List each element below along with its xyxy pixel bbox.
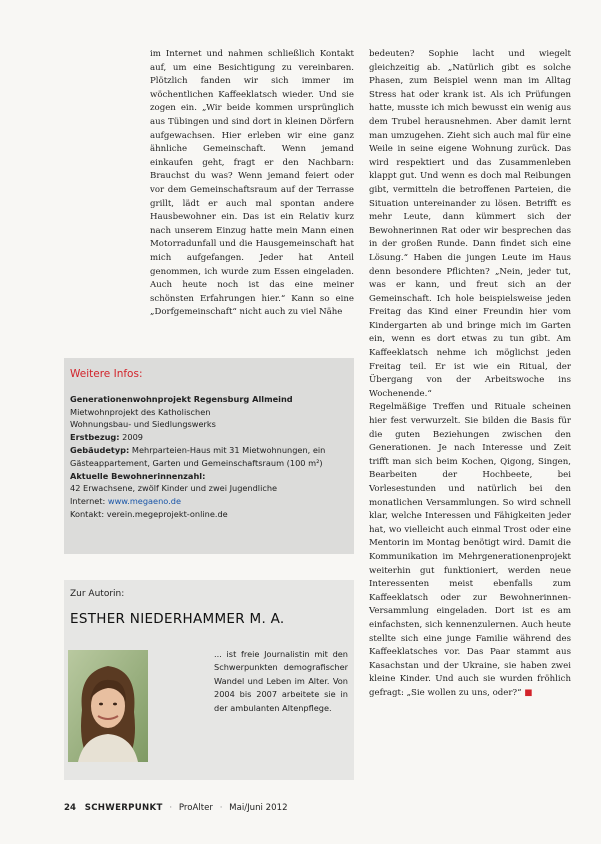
page-number: 24 xyxy=(64,803,76,813)
author-bio: ... ist freie Journalistin mit den Schwerpunkten demografischer Wandel und Leben im Alter. Von 2004 bis 2007 arbeitete sie in der ambulanten Altenpflege. xyxy=(214,649,348,713)
issue-date: Mai/Juni 2012 xyxy=(229,803,288,813)
author-portrait xyxy=(68,650,148,762)
article-paragraph: bedeuten? Sophie lacht und wiegelt gleichzeitig ab. „Natürlich gibt es solche Phasen, zum Beispiel wenn man im Alltag Stress hat oder krank ist. Als ich Prüfungen hatte, musste ich mich bewusst ein wenig aus dem Trubel herausnehmen. Aber damit lernt man umzugehen. Zieht sich auch mal für eine Weile in seine eigene Wohnung zurück. Das wird respektiert und das Zusammenleben klappt gut. Und wenn es doch mal Reibungen gibt, vermitteln die betroffenen Parteien, die Situation untereinander zu lösen. Betrifft es mehr Leute, dann kümmert sich der Bewohnerinnen Rat oder wir besprechen das in der großen Runde. Dann findet sich eine Lösung.“ Haben die jungen Leute im Haus denn besondere Pflichten? „Nein, jeder tut, was er kann, und freut sich an der Gemeinschaft. Ich hole beispielsweise jeden Freitag das Kind einer Freundin hier vom Kindergarten ab und bringe mich im Garten ein, wenn es dort etwas zu tun gibt. Am Kaffeeklatsch nehme ich möglichst jeden Freitag teil. Er ist wie ein Ritual, der Übergang von der Arbeitswoche ins Wochenende.“ xyxy=(369,49,571,399)
end-mark-icon: ■ xyxy=(524,687,533,698)
info-line: Mietwohnprojekt des Katholischen xyxy=(70,406,211,417)
info-residents: Aktuelle Bewohnerinnenzahl: xyxy=(70,470,206,481)
author-box xyxy=(64,580,354,780)
magazine-name: ProAlter xyxy=(178,803,213,813)
info-line: Wohnungsbau- und Siedlungswerks xyxy=(70,419,216,430)
page-footer xyxy=(64,803,364,813)
author-name: ESTHER NIEDERHAMMER M. A. xyxy=(70,611,285,627)
info-residents-value: 42 Erwachsene, zwölf Kinder und zwei Jugendliche xyxy=(70,483,278,494)
footer-separator: · xyxy=(169,803,173,813)
article-paragraph: im Internet und nahmen schließlich Kontakt auf, um eine Besichtigung zu vereinbaren. Plötzlich fanden wir sich immer im wöchentlichen Kaffeeklatsch wieder. Und sie zogen ein. „Wir beide kommen ursprünglich aus Tübingen und sind dort in kleinen Dörfern aufgewachsen. Hier erleben wir eine ganz ähnliche Gemeinschaft. Wenn jemand einkaufen geht, fragt er den Nachbarn: Brauchst du was? Wenn jemand feiert oder vor dem Gemeinschaftsraum auf der Terrasse grillt, lädt er auch mal spontan andere Hausbewohner ein. Das ist ein Relativ kurz nach unserem Einzug hatte mein Mann einen Motorradunfall und die Hausgemeinschaft hat mich aufgefangen. Jeder hat Anteil genommen, ich wurde zum Essen eingeladen. Auch heute noch ist das eine meiner schönsten Erfahrungen hier.“ Kann so eine „Dorfgemeinschaft“ nicht auch zu viel Nähe xyxy=(150,49,354,318)
footer-separator: · xyxy=(219,803,223,813)
author-label: Zur Autorin: xyxy=(70,589,125,599)
info-contact: Kontakt: verein.megeprojekt-online.de xyxy=(70,508,228,519)
info-project-name: Generationenwohnprojekt Regensburg Allmeind xyxy=(70,393,293,404)
article-paragraph-text: Regelmäßige Treffen und Rituale scheinen hier fest verwurzelt. Sie bilden die Basis für die guten Beziehungen zwischen den Generationen. Je nach Interesse und Zeit trifft man sich beim Kochen, Qigong, Singen, Bearbeiten der Hochbeete, bei Vorlesestunden und natürlich bei den monatlichen Versammlungen. So wird schnell klar, welche Interessen und Fähigkeiten jeder hat, wo vielleicht auch einmal Trost oder eine Mentorin im Montag benötigt wird. Damit die Kommunikation im Mehrgenerationenprojekt weiterhin gut funktioniert, werden neue Interessenten meist ebenfalls zum Kaffeeklatsch oder zur Bewohnerinnen-Versammlung eingeladen. Dort ist es am einfachsten, sich kennenzulernen. Auch heute stellte sich eine junge Familie während des Kaffeeklatsches vor. Das Paar stammt aus Kasachstan und der Ukraine, sie haben zwei kleine Kinder. Und auch sie wurden fröhlich gefragt: „Sie wollen zu uns, oder?“ xyxy=(369,402,571,698)
article-paragraph xyxy=(369,401,571,700)
info-building-type: Gebäudetyp: Mehrparteien-Haus mit 31 Mietwohnungen, ein Gästeappartement, Garten und Gemeinschaftsraum (100 m²) xyxy=(70,444,326,468)
article-column-middle xyxy=(150,48,354,320)
article-column-right xyxy=(369,48,571,701)
info-heading: Weitere Infos: xyxy=(70,368,143,380)
info-internet: Internet: www.megaeno.de xyxy=(70,496,181,507)
info-occupancy: Erstbezug: 2009 xyxy=(70,432,144,443)
section-name: SCHWERPUNKT xyxy=(84,803,163,813)
contact-link[interactable]: verein.megeprojekt-online.de xyxy=(106,508,228,519)
info-box xyxy=(64,358,354,554)
website-link[interactable]: www.megaeno.de xyxy=(107,496,181,507)
